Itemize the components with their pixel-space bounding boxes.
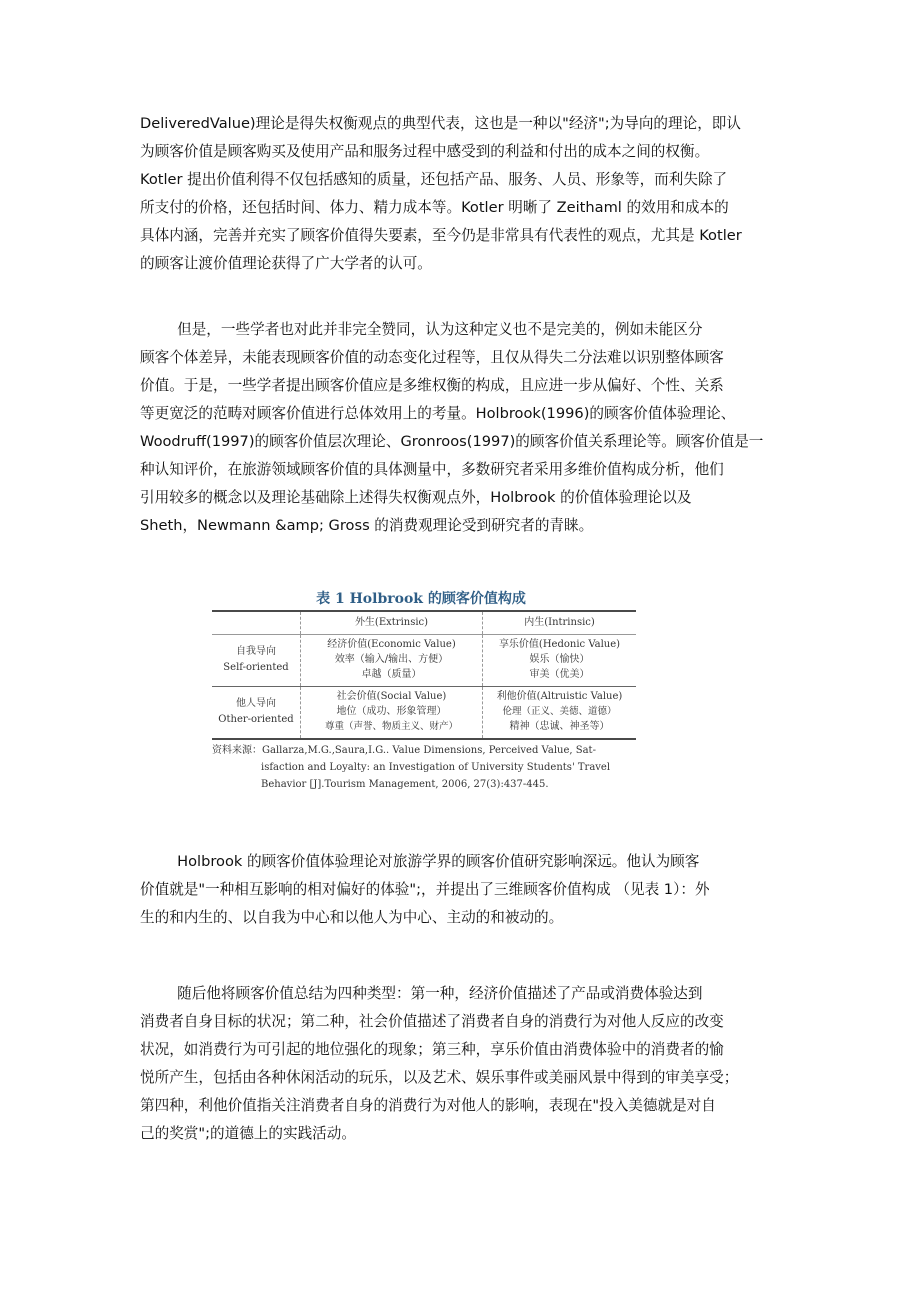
table-row-self-oriented (212, 635, 636, 687)
table-source-note (212, 742, 640, 793)
text-line: 价值。于是，一些学者提出顾客价值应是多维权衡的构成，且应进一步从偏好、个性、关系 (140, 377, 724, 394)
cell-line: 利他价值(Altruistic Value) (496, 691, 623, 702)
row-label-en: Other-oriented (218, 714, 294, 725)
text-line: 种认知评价，在旅游领域顾客价值的具体测量中，多数研究者采用多维价值构成分析，他们 (140, 461, 724, 478)
cell-line: 伦理（正义、美德、道德） (502, 706, 617, 717)
paragraph-4 (140, 980, 782, 1148)
cell-economic-value (301, 637, 482, 682)
text-line: Woodruff(1997)的顾客价值层次理论、Gronroos(1997)的顾客价值关系理论等。顾客价值是一 (140, 433, 764, 450)
header-cell-extrinsic: 外生(Extrinsic) (354, 617, 429, 628)
text-line: 等更宽泛的范畴对顾客价值进行总体效用上的考量。Holbrook(1996)的顾客价值体验理论、 (140, 405, 736, 422)
source-line: 资料来源：Gallarza,M.G.,Saura,I.G.. Value Dimensions, Perceived Value, Sat- (212, 745, 596, 756)
table-caption: 表 1 Holbrook 的顾客价值构成 (316, 591, 526, 607)
cell-line: 经济价值(Economic Value) (327, 639, 456, 650)
text-line: 第四种，利他价值指关注消费者自身的消费行为对他人的影响，表现在"投入美德就是对自 (140, 1097, 716, 1114)
cell-social-value (301, 689, 482, 734)
text-line: 价值就是"一种相互影响的相对偏好的体验";，并提出了三维顾客价值构成 （见表 1）：外 (140, 881, 710, 898)
text-line: 但是，一些学者也对此并非完全赞同，认为这种定义也不是完美的，例如未能区分 (140, 321, 703, 338)
table-header-row (212, 612, 636, 635)
cell-line: 地位（成功、形象管理） (336, 706, 447, 717)
text-line: DeliveredValue)理论是得失权衡观点的典型代表，这也是一种以"经济";为导向的理论，即认 (140, 115, 741, 132)
cell-hedonic-value (483, 637, 636, 682)
cell-line: 尊重（声誉、物质主义、财产） (324, 721, 458, 732)
row-label-other-oriented (212, 696, 300, 728)
text-line: 消费者自身目标的状况；第二种，社会价值描述了消费者自身的消费行为对他人反应的改变 (140, 1013, 724, 1030)
cell-line: 享乐价值(Hedonic Value) (498, 639, 621, 650)
source-line: isfaction and Loyalty: an Investigation of University Students' Travel (261, 762, 611, 773)
paragraph-2 (140, 316, 782, 540)
holbrook-value-table-figure (206, 586, 636, 796)
text-line: 状况，如消费行为可引起的地位强化的现象；第三种，享乐价值由消费体验中的消费者的愉 (140, 1041, 724, 1058)
text-line: 引用较多的概念以及理论基础除上述得失权衡观点外，Holbrook 的价值体验理论以及 (140, 489, 692, 506)
header-cell-intrinsic: 内生(Intrinsic) (524, 617, 595, 628)
text-line: 的顾客让渡价值理论获得了广大学者的认可。 (140, 255, 432, 272)
paragraph-3 (140, 848, 782, 932)
cell-line: 卓越（质量） (361, 669, 422, 680)
text-line: Sheth，Newmann &amp; Gross 的消费观理论受到研究者的青睐。 (140, 517, 594, 534)
text-line: 随后他将顾客价值总结为四种类型：第一种，经济价值描述了产品或消费体验达到 (140, 985, 703, 1002)
row-label-self-oriented (212, 644, 300, 676)
cell-line: 社会价值(Social Value) (336, 691, 447, 702)
text-line: 悦所产生，包括由各种休闲活动的玩乐，以及艺术、娱乐事件或美丽风景中得到的审美享受； (140, 1069, 739, 1086)
text-line: 具体内涵，完善并充实了顾客价值得失要素，至今仍是非常具有代表性的观点，尤其是 Kotler (140, 227, 742, 244)
text-line: Kotler 提出价值利得不仅包括感知的质量，还包括产品、服务、人员、形象等，而利失除了 (140, 171, 728, 188)
text-line: 己的奖赏";的道德上的实践活动。 (140, 1125, 356, 1142)
row-label-cn: 他人导向 (236, 698, 276, 709)
cell-line: 效率（输入/输出、方便） (334, 654, 449, 665)
table-row-other-oriented (212, 687, 636, 738)
text-line: Holbrook 的顾客价值体验理论对旅游学界的顾客价值研究影响深远。他认为顾客 (140, 853, 700, 870)
text-line: 生的和内生的、以自我为中心和以他人为中心、主动的和被动的。 (140, 909, 564, 926)
text-line: 顾客个体差异，未能表现顾客价值的动态变化过程等，且仅从得失二分法难以识别整体顾客 (140, 349, 724, 366)
cell-altruistic-value (483, 689, 636, 734)
cell-line: 娱乐（愉快） (529, 654, 590, 665)
row-label-en: Self-oriented (223, 662, 289, 673)
text-line: 为顾客价值是顾客购买及使用产品和服务过程中感受到的利益和付出的成本之间的权衡。 (140, 143, 710, 160)
table-body (212, 610, 636, 740)
cell-line: 审美（优美） (529, 669, 590, 680)
text-line: 所支付的价格，还包括时间、体力、精力成本等。Kotler 明晰了 Zeithaml 的效用和成本的 (140, 199, 729, 216)
cell-line: 精神（忠诚、神圣等） (509, 721, 610, 732)
source-line: Behavior [J].Tourism Management, 2006, 27(3):437-445. (261, 779, 549, 790)
paragraph-1 (140, 110, 782, 278)
row-label-cn: 自我导向 (236, 646, 276, 657)
